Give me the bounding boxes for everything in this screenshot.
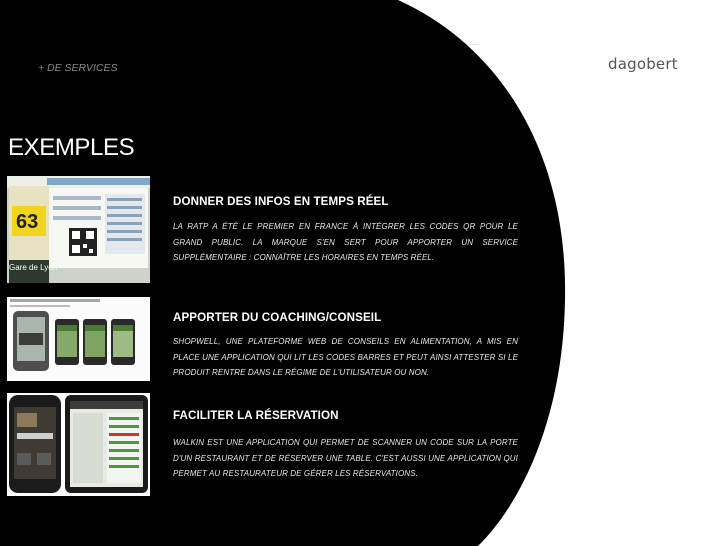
stop-number: 63 <box>16 211 39 233</box>
walkin-app-screens <box>7 393 150 496</box>
page-title: EXEMPLES <box>8 134 135 161</box>
example-heading: DONNER DES INFOS EN TEMPS RÉEL <box>173 195 389 208</box>
stop-name: Gare de Lyon <box>9 263 58 272</box>
example-image-ratp <box>7 176 150 283</box>
dagobert-logo: dagobert <box>608 55 678 73</box>
example-image-walkin <box>7 393 150 496</box>
example-body: LA RATP A ÉTÉ LE PREMIER EN FRANCE À INTÉGRER LES CODES QR POUR LE GRAND PUBLIC. LA MARQUE S'EN SERT POUR APPORTER UN SERVICE SUPPLÉMENTAIRE : CONNAÎTRE LES HORAIRES EN TEMPS RÉEL. <box>173 222 518 262</box>
example-image-shopwell <box>7 297 150 381</box>
shopwell-app-screens <box>7 297 150 381</box>
example-heading: FACILITER LA RÉSERVATION <box>173 409 339 422</box>
example-heading: APPORTER DU COACHING/CONSEIL <box>173 311 382 324</box>
breadcrumb[interactable]: + DE SERVICES <box>38 62 118 74</box>
example-body: WALKIN EST UNE APPLICATION QUI PERMET DE SCANNER UN CODE SUR LA PORTE D'UN RESTAURANT ET DE RÉSERVER UNE TABLE. C'EST AUSSI UNE APPLICATION QUI PERMET AU RESTAURATEUR DE GÉRER LES RÉSERVATIONS. <box>173 438 518 478</box>
example-body: SHOPWELL, UNE PLATEFORME WEB DE CONSEILS EN ALIMENTATION, A MIS EN PLACE UNE APPLICATION QUI LIT LES CODES BARRES ET PEUT AINSI ATTESTER SI LE PRODUIT RENTRE DANS LE RÉGIME DE L'UTILISATEUR OU NON. <box>173 337 518 377</box>
